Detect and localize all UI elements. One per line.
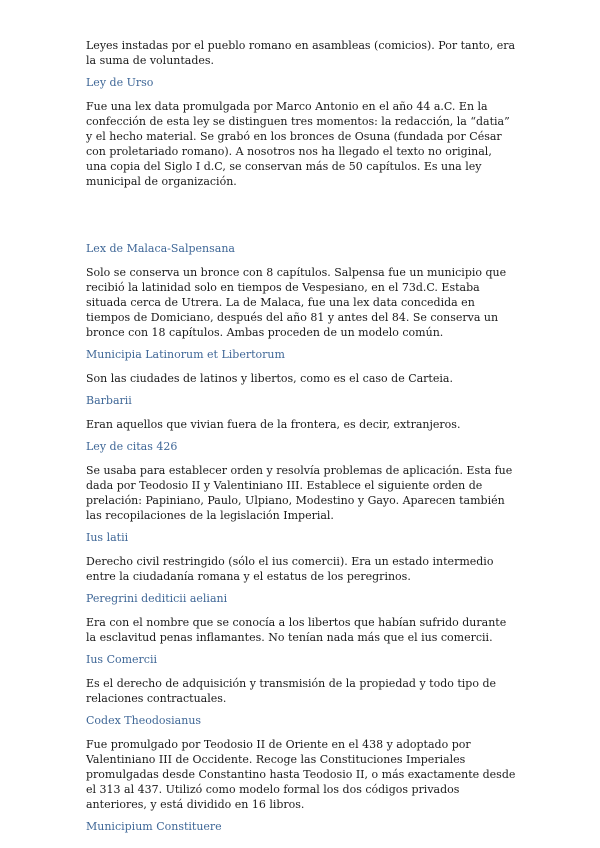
paragraph-ius-comercii: Es el derecho de adquisición y transmisión de la propiedad y todo tipo de relaciones contractuales. xyxy=(86,677,497,705)
paragraph-codex-theodosianus: Fue promulgado por Teodosio II de Oriente en el 438 y adoptado por Valentiniano III de Occidente. Recoge las Constituciones Imperiales promulgadas desde Constantino hasta Teodosio II, o más exactamente desde el 313 al 437. Utilizó como modelo formal los dos códigos privados anteriores, y está dividido en 16 libros. xyxy=(86,738,516,811)
paragraph-barbarii: Eran aquellos que vivian fuera de la frontera, es decir, extranjeros. xyxy=(86,418,461,431)
heading-ius-comercii: Ius Comercii xyxy=(86,653,158,666)
heading-lex-malaca-salpensana: Lex de Malaca-Salpensana xyxy=(86,242,235,255)
heading-peregrini-dediticii: Peregrini dediticii aeliani xyxy=(86,592,228,605)
heading-municipia-latinorum: Municipia Latinorum et Libertorum xyxy=(86,348,285,361)
heading-ius-latii: Ius latii xyxy=(86,531,129,544)
paragraph-ley-de-citas: Se usaba para establecer orden y resolvía problemas de aplicación. Esta fue dada por Teodosio II y Valentiniano III. Establece el siguiente orden de prelación: Papiniano, Paulo, Ulpiano, Modestino y Gayo. Aparecen también las recopilaciones de la legislación Imperial. xyxy=(86,464,513,522)
paragraph-ius-latii: Derecho civil restringido (sólo el ius comercii). Era un estado intermedio entre la ciudadanía romana y el estatus de los peregrinos. xyxy=(86,555,494,583)
heading-municipium-constituere: Municipium Constituere xyxy=(86,820,222,833)
intro-paragraph: Leyes instadas por el pueblo romano en asambleas (comicios). Por tanto, era la suma de voluntades. xyxy=(86,39,516,67)
heading-barbarii: Barbarii xyxy=(86,394,132,407)
document-page xyxy=(86,38,516,834)
paragraph-ley-de-urso: Fue una lex data promulgada por Marco Antonio en el año 44 a.C. En la confección de esta ley se distinguen tres momentos: la redacción, la “datia” y el hecho material. Se grabó en los bronces de Osuna (fundada por César con proletariado romano). A nosotros nos ha llegado el texto no original, una copia del Siglo I d.C, se conservan más de 50 capítulos. Es una ley municipal de organización. xyxy=(86,100,510,188)
heading-codex-theodosianus: Codex Theodosianus xyxy=(86,714,202,727)
heading-ley-de-citas: Ley de citas 426 xyxy=(86,440,178,453)
paragraph-municipia-latinorum: Son las ciudades de latinos y libertos, como es el caso de Carteia. xyxy=(86,372,453,385)
paragraph-lex-malaca-salpensana: Solo se conserva un bronce con 8 capítulos. Salpensa fue un municipio que recibió la latinidad solo en tiempos de Vespesiano, en el 73d.C. Estaba situada cerca de Utrera. La de Malaca, fue una lex data concedida en tiempos de Domiciano, después del año 81 y antes del 84. Se conserva un bronce con 18 capítulos. Ambas proceden de un modelo común. xyxy=(86,266,507,339)
heading-ley-de-urso: Ley de Urso xyxy=(86,76,154,89)
paragraph-peregrini-dediticii: Era con el nombre que se conocía a los libertos que habían sufrido durante la esclavitud penas inflamantes. No tenían nada más que el ius comercii. xyxy=(86,616,507,644)
